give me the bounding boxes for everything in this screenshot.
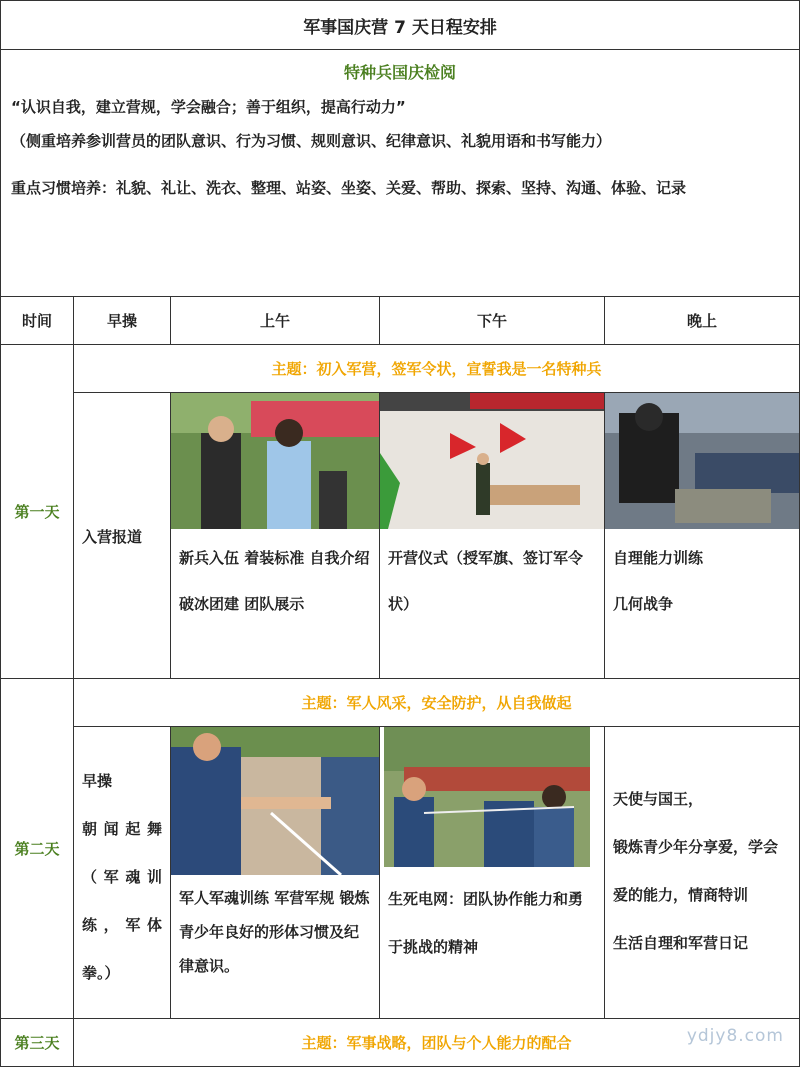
day2-morning-ex-text-2: 朝闻起舞（军魂训练，军体拳。）: [82, 820, 162, 982]
day1-morning-ex: [74, 393, 171, 679]
watermark: ydjy8.com: [686, 1026, 784, 1046]
day2-eve-text-2: 锻炼青少年分享爱，学会爱的能力，情商特训: [613, 838, 779, 904]
day2-eve-text-1: 天使与国王，: [613, 790, 704, 808]
day2-label: 第二天: [1, 679, 74, 1019]
day1-am-cell: [171, 393, 380, 679]
day1-eve-photo: [605, 393, 799, 529]
day2-eve-text-3: 生活自理和军营日记: [613, 934, 749, 952]
day1-am-text-1: 新兵入伍 着装标准 自我介绍: [179, 549, 370, 567]
day1-eve-text-2: 几何战争: [613, 595, 674, 613]
day2-am-cell: [171, 727, 380, 1019]
day2-theme: 主题：军人风采，安全防护，从自我做起: [74, 679, 800, 727]
intro-section: [1, 50, 800, 297]
intro-motto: “认识自我，建立营规，学会融合；善于组织，提高行动力”: [11, 98, 406, 116]
day1-pm-cell: [380, 393, 605, 679]
day2-eve-cell: [605, 727, 800, 1019]
header-am: 上午: [171, 297, 380, 345]
day1-eve-cell: [605, 393, 800, 679]
day3-label: 第三天: [1, 1019, 74, 1067]
day2-morning-ex: [74, 727, 171, 1019]
header-time: 时间: [1, 297, 74, 345]
page-title: 军事国庆营 7 天日程安排: [1, 1, 800, 50]
day2-morning-ex-text-1: 早操: [82, 772, 113, 790]
day2-pm-cell: [380, 727, 605, 1019]
header-eve: 晚上: [605, 297, 800, 345]
day1-am-photo: [171, 393, 379, 529]
day1-theme: 主题：初入军营，签军令状，宣誓我是一名特种兵: [74, 345, 800, 393]
day1-morning-ex-text: 入营报道: [82, 528, 143, 546]
day2-am-photo: [171, 727, 379, 875]
day2-pm-photo: [384, 727, 590, 867]
intro-habits: 重点习惯培养：礼貌、礼让、洗衣、整理、站姿、坐姿、关爱、帮助、探索、坚持、沟通、体验、记录: [11, 179, 687, 197]
day1-pm-photo: [380, 393, 604, 529]
day2-am-text: 军人军魂训练 军营军规 锻炼青少年良好的形体习惯及纪律意识。: [179, 889, 370, 975]
header-pm: 下午: [380, 297, 605, 345]
day1-label: 第一天: [1, 345, 74, 679]
day1-eve-text-1: 自理能力训练: [613, 549, 704, 567]
header-morning-exercise: 早操: [74, 297, 171, 345]
intro-focus: （侧重培养参训营员的团队意识、行为习惯、规则意识、纪律意识、礼貌用语和书写能力）: [11, 132, 612, 150]
intro-subtitle: 特种兵国庆检阅: [344, 63, 457, 82]
day1-am-text-2: 破冰团建 团队展示: [179, 595, 305, 613]
day1-pm-text: 开营仪式（授军旗、签订军令状）: [388, 549, 584, 613]
day3-theme: 主题：军事战略，团队与个人能力的配合: [74, 1019, 800, 1067]
day2-pm-text: 生死电网：团队协作能力和勇于挑战的精神: [388, 890, 584, 956]
